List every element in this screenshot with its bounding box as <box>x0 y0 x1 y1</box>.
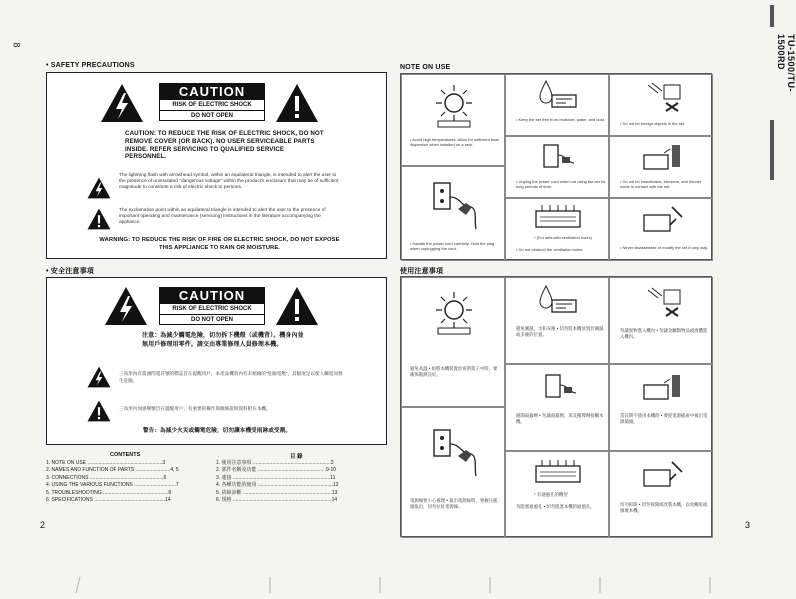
note-cell-moisture <box>505 74 609 136</box>
caution-line2-zh: DO NOT OPEN <box>160 314 264 325</box>
safety-box <box>46 72 387 259</box>
caption-zh-foreign: 勿讓異物進入機內 • 勿讓金屬類物品或液體進入機內。 <box>620 328 708 339</box>
heat-illustration-icon <box>430 81 478 129</box>
heat-illustration-icon-zh <box>430 288 478 336</box>
vertical-model-title: TU-1500/TU-1500RD <box>776 34 796 93</box>
caption-zh-heat: 避免高溫 • 如將本機裝置於密閉架子中時，要確保散熱良好。 <box>410 366 498 377</box>
lightning-warning-icon <box>100 83 144 123</box>
contents-item[interactable]: 6. SPECIFICATIONS ...................................................14 <box>46 497 171 504</box>
caption-insecticide: • Do not let insecticides, benzene, and thinner come in contact with the set. <box>620 179 702 189</box>
insecticide-illustration-icon <box>640 141 686 175</box>
page-number-right: 3 <box>745 520 751 530</box>
note-on-use-zh-grid <box>400 276 712 537</box>
caption-zh-moisture: 避免潮濕、水和灰塵 • 切勿將本機放置於潮濕或多塵的位置。 <box>516 326 604 337</box>
caution-plate <box>159 83 265 121</box>
lightning-small-icon-zh <box>87 366 111 388</box>
caution-statement: CAUTION: TO REDUCE THE RISK OF ELECTRIC SHOCK, DO NOT REMOVE COVER (OR BACK). NO USER SERVICEABLE PARTS INSIDE. REFER SERVICING TO QUALIFIED SERVICE PERSONNEL. <box>125 130 324 161</box>
contents-zh-item[interactable]: 1. 使用注意事項 ........................................................3 <box>216 460 334 466</box>
caution-plate-zh <box>159 287 265 325</box>
safety-zh-heading-text: 安全注意事項 <box>50 268 94 275</box>
contents-zh-item[interactable]: 5. 故障診斷 ................................................................13 <box>216 489 338 496</box>
note-cell-insecticide <box>609 136 713 198</box>
caption-zh-vent: 勿阻塞通風孔 • 切勿阻塞本機的通風孔。 <box>516 504 595 509</box>
lightning-explanation-zh: 三角形內有箭頭閃電符號的標誌旨在提醒用戶，本產品機殼內有未絕緣的“危險電壓”，其幅度足以使人觸電而發生危險。 <box>119 371 343 383</box>
note-on-use-heading: NOTE ON USE <box>400 64 451 71</box>
lightning-explanation: The lightning flash with arrowhead symbol, within an equilateral triangle, is intended to alert the user to the presence of uninsulated "dangerous voltage" within the product's enclosure that may be of sufficient magnitude to constitute a risk of electric shock to persons. <box>119 173 339 191</box>
note-zh-cell-insecticide <box>505 364 609 451</box>
exclamation-warning-icon-zh <box>275 286 319 326</box>
contents-item[interactable]: 1. NOTE ON USE ......................................................3 <box>46 460 166 466</box>
caption-zh-vent-note: * 有通風孔的機型 <box>534 492 568 497</box>
caution-title: CAUTION <box>160 84 264 100</box>
caption-vent: • Do not obstruct the ventilation holes. <box>516 247 584 252</box>
page-mark-top: 8 <box>11 42 22 48</box>
exclamation-warning-icon <box>275 83 319 123</box>
note-cell-vent <box>505 198 609 261</box>
caution-title-zh: CAUTION <box>160 288 264 304</box>
scan-marks <box>60 575 740 595</box>
safety-zh-heading: • 安全注意事項 <box>46 268 94 275</box>
contents-zh-item[interactable]: 2. 部件名稱及功能 .................................................9-10 <box>216 467 337 474</box>
moisture-illustration-icon <box>538 79 578 113</box>
caution-line1-zh: RISK OF ELECTRIC SHOCK <box>172 306 252 312</box>
power-cord-illustration-icon <box>428 179 478 231</box>
note-cell-heat <box>401 74 505 166</box>
power-cord-illustration-icon-zh <box>428 422 478 482</box>
ventilation-illustration-icon-zh <box>532 458 584 488</box>
note-zh-cell-cord <box>401 407 505 538</box>
foreign-objects-illustration-icon-zh <box>644 284 684 318</box>
caption-zh-cord: 電源線要小心處理 • 拔出電源線時，要握住插頭拔出，切勿拉扯電源線。 <box>410 498 498 509</box>
exclamation-explanation: The exclamation point within an equilateral triangle is intended to alert the user to the presence of important operating and maintenance (servicing) instructions in the literature accompanying the appliance. <box>119 208 326 226</box>
caution-line1: RISK OF ELECTRIC SHOCK <box>172 102 252 108</box>
note-cell-cord <box>401 166 505 261</box>
warning-statement: WARNING: TO REDUCE THE RISK OF FIRE OR ELECTRIC SHOCK, DO NOT EXPOSE THIS APPLIANCE TO RAIN OR MOISTURE. <box>99 237 340 251</box>
note-cell-foreign <box>609 74 713 136</box>
moisture-illustration-icon-zh <box>538 284 578 318</box>
safety-zh-box <box>46 277 387 445</box>
note-zh-cell-vent <box>505 451 609 538</box>
caption-foreign: • Do not let foreign objects in the set. <box>620 121 686 126</box>
contents-item[interactable]: 4. USING THE VARIOUS FUNCTIONS ..............................7 <box>46 482 179 489</box>
contents-zh-heading: 目 錄 <box>290 454 303 460</box>
safety-heading-text: SAFETY PRECAUTIONS <box>50 62 135 69</box>
title-bar <box>770 5 774 27</box>
exclamation-small-icon <box>87 208 111 230</box>
note-on-use-grid <box>400 73 712 260</box>
page-number-left: 2 <box>40 520 46 530</box>
unplug-illustration-icon-zh <box>540 371 580 405</box>
note-cell-unplug <box>505 136 609 198</box>
caption-zh-insecticide: 避開殺蟲劑 • 勿讓殺蟲劑、苯及稀釋劑接觸本機。 <box>516 413 604 424</box>
note-zh-cell-heat <box>401 277 505 407</box>
contents-item[interactable]: 3. CONNECTIONS .....................................................6 <box>46 474 167 481</box>
contents-item[interactable]: 2. NAMES AND FUNCTION OF PARTS .........................4, 5 <box>46 467 179 474</box>
contents-zh-item[interactable]: 4. 各種功能的使用 ......................................................12 <box>216 482 339 489</box>
ventilation-illustration-icon <box>532 203 584 233</box>
caption-vent-note: * (For sets with ventilation holes) <box>534 235 592 240</box>
caption-zh-unplug: 當長期不使用本機時 • 要從電源插座中拔出電源插頭。 <box>620 413 708 424</box>
note-zh-cell-unplug <box>609 364 713 451</box>
note-zh-cell-moisture <box>505 277 609 364</box>
exclamation-explanation-zh: 三角形內加感嘆號旨在提醒用戶，有重要的操作與維修說明資料附在本機。 <box>119 406 271 411</box>
note-zh-cell-foreign <box>609 277 713 364</box>
lightning-warning-icon-zh <box>104 286 148 326</box>
foreign-objects-illustration-icon <box>644 79 684 113</box>
contents-zh-list <box>216 460 386 504</box>
caption-zh-disassemble: 切勿拆開 • 切勿拆開或改裝本機，以免觸電或損壞本機。 <box>620 502 708 513</box>
caption-heat: • Avoid high temperatures. Allow for sufficient heat dispersion when installed on a rack. <box>410 137 499 147</box>
caption-unplug: • Unplug the power cord when not using the set for long periods of time. <box>516 179 606 189</box>
unplug-illustration-icon <box>540 141 576 175</box>
caption-disassemble: • Never disassemble or modify the set in any way. <box>620 245 709 250</box>
warning-statement-zh: 警告：為減少火災或觸電危險，切勿讓本機受雨淋或受潮。 <box>142 428 292 434</box>
caption-moisture: • Keep the set free from moisture, water, and dust. <box>516 117 605 122</box>
safety-heading: • SAFETY PRECAUTIONS <box>46 62 135 69</box>
note-on-use-zh-heading: 使用注意事項 <box>400 268 444 275</box>
caption-cord: • Handle the power cord carefully. Hold the plug when unplugging the cord. <box>410 241 495 251</box>
disassemble-illustration-icon-zh <box>640 458 686 492</box>
caution-line2: DO NOT OPEN <box>160 110 264 121</box>
contents-heading: CONTENTS <box>110 452 141 458</box>
disassemble-illustration-icon <box>640 203 686 237</box>
lightning-small-icon <box>87 177 111 199</box>
caution-statement-zh: 注意：為減少觸電危險，切勿拆下機殼（或機背）。機身內並無用戶修理用零件。請交由專業修理人員修理本機。 <box>142 333 304 348</box>
exclamation-small-icon-zh <box>87 400 111 422</box>
insecticide-illustration-icon-zh <box>640 371 686 405</box>
contents-zh-item[interactable]: 6. 規格 .......................................................................14 <box>216 497 338 504</box>
contents-list <box>46 460 206 504</box>
contents-item[interactable]: 5. TROUBLESHOOTING ...............................................8 <box>46 489 172 496</box>
note-cell-disassemble <box>609 198 713 261</box>
note-zh-cell-disassemble <box>609 451 713 538</box>
contents-zh-item[interactable]: 3. 連接 ......................................................................11 <box>216 474 336 481</box>
title-bar-lower <box>770 120 774 180</box>
